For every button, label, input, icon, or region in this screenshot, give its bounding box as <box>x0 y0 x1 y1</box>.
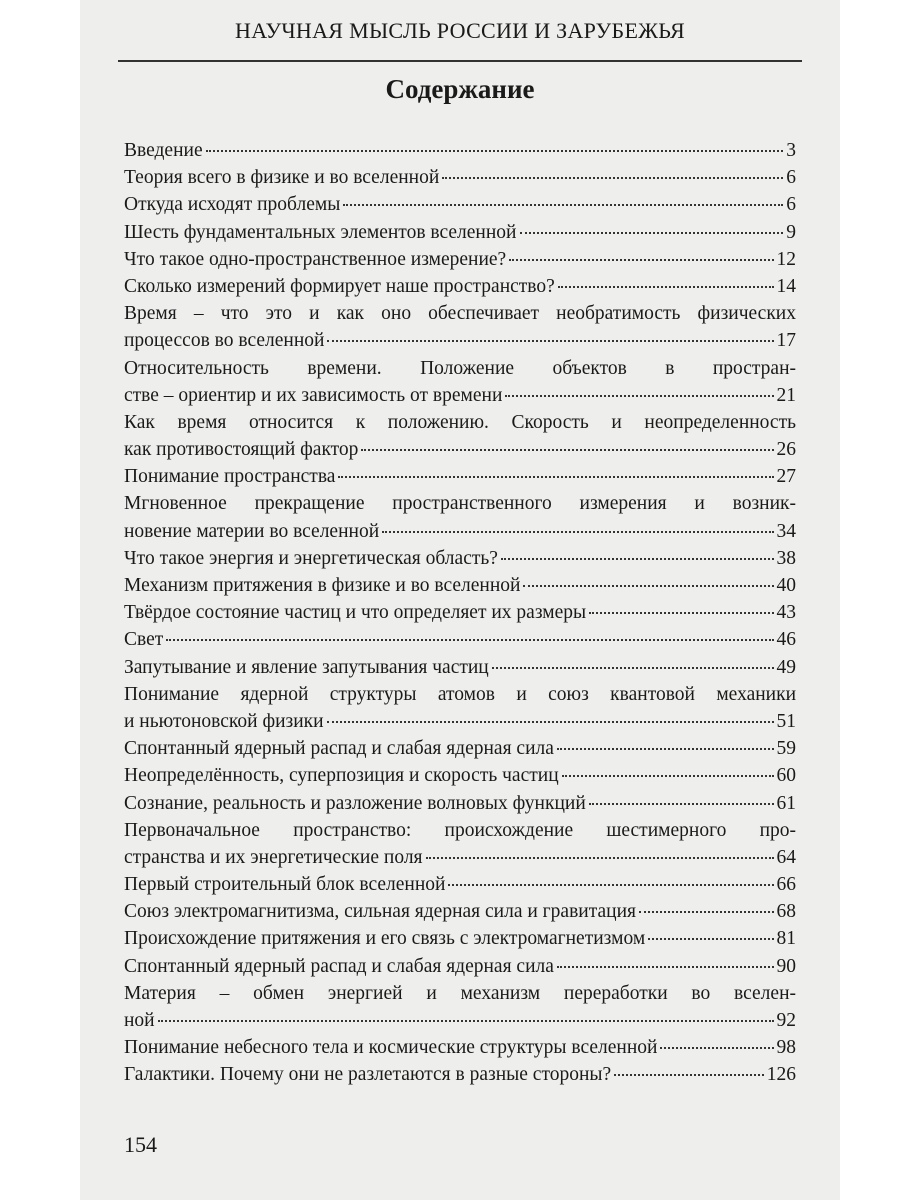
toc-entry-line <box>124 708 796 735</box>
toc-page-number: 26 <box>776 439 796 461</box>
dot-leader <box>523 584 773 587</box>
toc-page-number: 6 <box>786 167 796 189</box>
dot-leader <box>166 638 773 641</box>
toc-entry-text: ной <box>124 1010 155 1031</box>
toc-entry <box>124 1061 796 1088</box>
toc-entry <box>124 409 796 463</box>
toc-entry <box>124 681 796 735</box>
toc-page-number: 92 <box>776 1010 796 1031</box>
toc-entry <box>124 599 796 626</box>
toc-entry <box>124 1034 796 1061</box>
toc-entry-text: Время – что это и как оно обеспечивает необратимость физических <box>124 303 796 325</box>
toc-entry-text: Что такое одно-пространственное измерение? <box>124 248 507 270</box>
toc-page-number: 9 <box>786 221 796 243</box>
toc-entry-text: процессов во вселенной <box>124 330 325 352</box>
toc-entry-line <box>124 382 796 409</box>
toc-entry-text: Сколько измерений формирует наше пространство? <box>124 275 555 297</box>
running-head: НАУЧНАЯ МЫСЛЬ РОССИИ И ЗАРУБЕЖЬЯ <box>235 18 685 43</box>
dot-leader <box>614 1073 764 1076</box>
toc-page-number: 126 <box>766 1064 796 1086</box>
toc-entry <box>124 654 796 681</box>
book-page <box>80 0 840 1200</box>
toc-entry-line <box>124 463 796 490</box>
dot-leader <box>343 203 783 206</box>
toc-entry-text: Материя – обмен энергией и механизм переработки во вселен- <box>124 982 796 1004</box>
toc-entry-line <box>124 1061 796 1088</box>
dot-leader <box>492 666 774 669</box>
toc-entry-text: Шесть фундаментальных элементов вселенной <box>124 221 517 243</box>
toc-page-number: 27 <box>776 466 796 488</box>
toc-title: Содержание <box>385 74 535 104</box>
dot-leader <box>361 448 773 451</box>
toc-page-number: 38 <box>776 547 796 569</box>
toc-entry-line <box>124 626 796 653</box>
toc-entry-line <box>124 762 796 789</box>
dot-leader <box>327 339 773 342</box>
toc-page-number: 66 <box>776 874 796 896</box>
toc-entry-text: Откуда исходят проблемы <box>124 194 341 216</box>
toc-page-number: 90 <box>776 955 796 977</box>
toc-entry <box>124 273 796 300</box>
toc-entry-line <box>124 898 796 925</box>
toc-entry <box>124 490 796 544</box>
toc-entry-line <box>124 327 796 354</box>
toc-entry-text: Механизм притяжения в физике и во вселенной <box>124 575 521 596</box>
toc-entry-text: Первый строительный блок вселенной <box>124 874 446 896</box>
dot-leader <box>562 774 774 777</box>
toc-page-number: 98 <box>776 1037 796 1059</box>
dot-leader <box>589 611 773 614</box>
toc-entry-line <box>124 654 796 681</box>
toc-entry-line <box>124 1007 796 1034</box>
dot-leader <box>557 747 774 750</box>
toc-entry-text: Понимание ядерной структуры атомов и союз квантовой механики <box>124 683 796 705</box>
toc-entry-text: Относительность времени. Положение объектов в простран- <box>124 357 796 379</box>
toc-page-number: 51 <box>776 710 796 732</box>
toc-page-number: 14 <box>776 275 796 297</box>
toc-entry-text: и ньютоновской физики <box>124 710 324 732</box>
table-of-contents <box>124 137 796 1089</box>
toc-page-number: 46 <box>776 629 796 651</box>
toc-entry-text: Что такое энергия и энергетическая область? <box>124 547 498 569</box>
header-rule <box>118 60 802 62</box>
dot-leader <box>557 965 774 968</box>
toc-entry <box>124 463 796 490</box>
toc-page-number: 61 <box>776 792 796 814</box>
toc-page-number: 34 <box>776 520 796 542</box>
toc-entry-text: Введение <box>124 140 203 161</box>
toc-entry-text: Спонтанный ядерный распад и слабая ядерная сила <box>124 955 554 977</box>
toc-entry <box>124 164 796 191</box>
dot-leader <box>558 285 774 288</box>
toc-page-number: 68 <box>776 901 796 923</box>
dot-leader <box>158 1019 774 1022</box>
toc-entry <box>124 246 796 273</box>
toc-entry <box>124 953 796 980</box>
toc-entry <box>124 626 796 653</box>
toc-entry <box>124 137 796 164</box>
toc-page-number: 12 <box>776 248 796 270</box>
toc-entry-line <box>124 953 796 980</box>
dot-leader <box>505 394 773 397</box>
toc-page-number: 64 <box>776 846 796 868</box>
toc-entry-line <box>124 545 796 572</box>
dot-leader <box>589 802 774 805</box>
dot-leader <box>442 176 783 179</box>
toc-entry-line <box>124 871 796 898</box>
toc-page-number: 81 <box>776 928 796 950</box>
dot-leader <box>509 258 773 261</box>
toc-entry <box>124 790 796 817</box>
toc-page-number: 60 <box>776 765 796 787</box>
toc-entry-text: Союз электромагнитизма, сильная ядерная сила и гравитация <box>124 901 636 923</box>
dot-leader <box>448 883 773 886</box>
toc-entry-text: Неопределённость, суперпозиция и скорость частиц <box>124 765 559 787</box>
toc-entry-text: новение материи во вселенной <box>124 520 380 542</box>
toc-entry-line <box>124 572 796 599</box>
toc-entry <box>124 735 796 762</box>
toc-entry <box>124 545 796 572</box>
dot-leader <box>426 856 774 859</box>
dot-leader <box>382 530 773 533</box>
toc-entry-text: Мгновенное прекращение пространственного измерения и возник- <box>124 493 796 515</box>
dot-leader <box>520 231 784 234</box>
toc-entry <box>124 817 796 871</box>
toc-entry-text: Происхождение притяжения и его связь с электромагнетизмом <box>124 928 646 950</box>
toc-entry-line <box>124 273 796 300</box>
toc-entry-line <box>124 599 796 626</box>
toc-entry-text: Твёрдое состояние частиц и что определяет их размеры <box>124 602 587 624</box>
toc-page-number: 49 <box>776 656 796 678</box>
dot-leader <box>206 149 784 152</box>
toc-entry-text: Понимание небесного тела и космические структуры вселенной <box>124 1037 658 1059</box>
toc-entry-text: стве – ориентир и их зависимость от времени <box>124 384 503 406</box>
toc-entry-text: Спонтанный ядерный распад и слабая ядерная сила <box>124 738 554 760</box>
toc-entry-line <box>124 925 796 952</box>
toc-page-number: 17 <box>776 330 796 352</box>
dot-leader <box>338 475 773 478</box>
toc-entry-line <box>124 790 796 817</box>
page-number: 154 <box>124 1132 157 1157</box>
toc-page-number: 59 <box>776 738 796 760</box>
toc-entry-text: странства и их энергетические поля <box>124 846 423 868</box>
toc-entry <box>124 762 796 789</box>
dot-leader <box>648 937 773 940</box>
toc-entry <box>124 191 796 218</box>
toc-entry <box>124 871 796 898</box>
dot-leader <box>501 557 774 560</box>
toc-entry <box>124 300 796 354</box>
toc-entry-text: Сознание, реальность и разложение волновых функций <box>124 792 586 814</box>
toc-entry-line <box>124 246 796 273</box>
toc-entry-line <box>124 137 796 164</box>
toc-entry-line <box>124 191 796 218</box>
toc-entry <box>124 898 796 925</box>
toc-entry-line <box>124 844 796 871</box>
toc-entry-text: как противостоящий фактор <box>124 439 359 461</box>
toc-entry-line <box>124 518 796 545</box>
toc-entry-line <box>124 219 796 246</box>
toc-entry-text: Как время относится к положению. Скорость и неопределенность <box>124 411 796 433</box>
toc-page-number: 40 <box>776 575 796 596</box>
toc-page-number: 3 <box>786 140 796 161</box>
toc-entry-line <box>124 735 796 762</box>
dot-leader <box>639 910 774 913</box>
toc-entry-text: Свет <box>124 629 164 651</box>
dot-leader <box>660 1046 773 1049</box>
toc-entry <box>124 925 796 952</box>
toc-entry <box>124 355 796 409</box>
toc-entry-line <box>124 436 796 463</box>
toc-entry-line <box>124 1034 796 1061</box>
toc-entry <box>124 219 796 246</box>
toc-page-number: 43 <box>776 602 796 624</box>
dot-leader <box>327 720 774 723</box>
toc-entry <box>124 980 796 1034</box>
toc-entry-text: Понимание пространства <box>124 466 336 488</box>
toc-entry-text: Первоначальное пространство: происхождение шестимерного про- <box>124 819 796 841</box>
toc-page-number: 6 <box>786 194 796 216</box>
toc-page-number: 21 <box>776 384 796 406</box>
toc-entry <box>124 572 796 599</box>
toc-entry-text: Запутывание и явление запутывания частиц <box>124 656 489 678</box>
toc-entry-text: Галактики. Почему они не разлетаются в разные стороны? <box>124 1064 612 1086</box>
toc-entry-line <box>124 164 796 191</box>
toc-entry-text: Теория всего в физике и во вселенной <box>124 167 440 189</box>
